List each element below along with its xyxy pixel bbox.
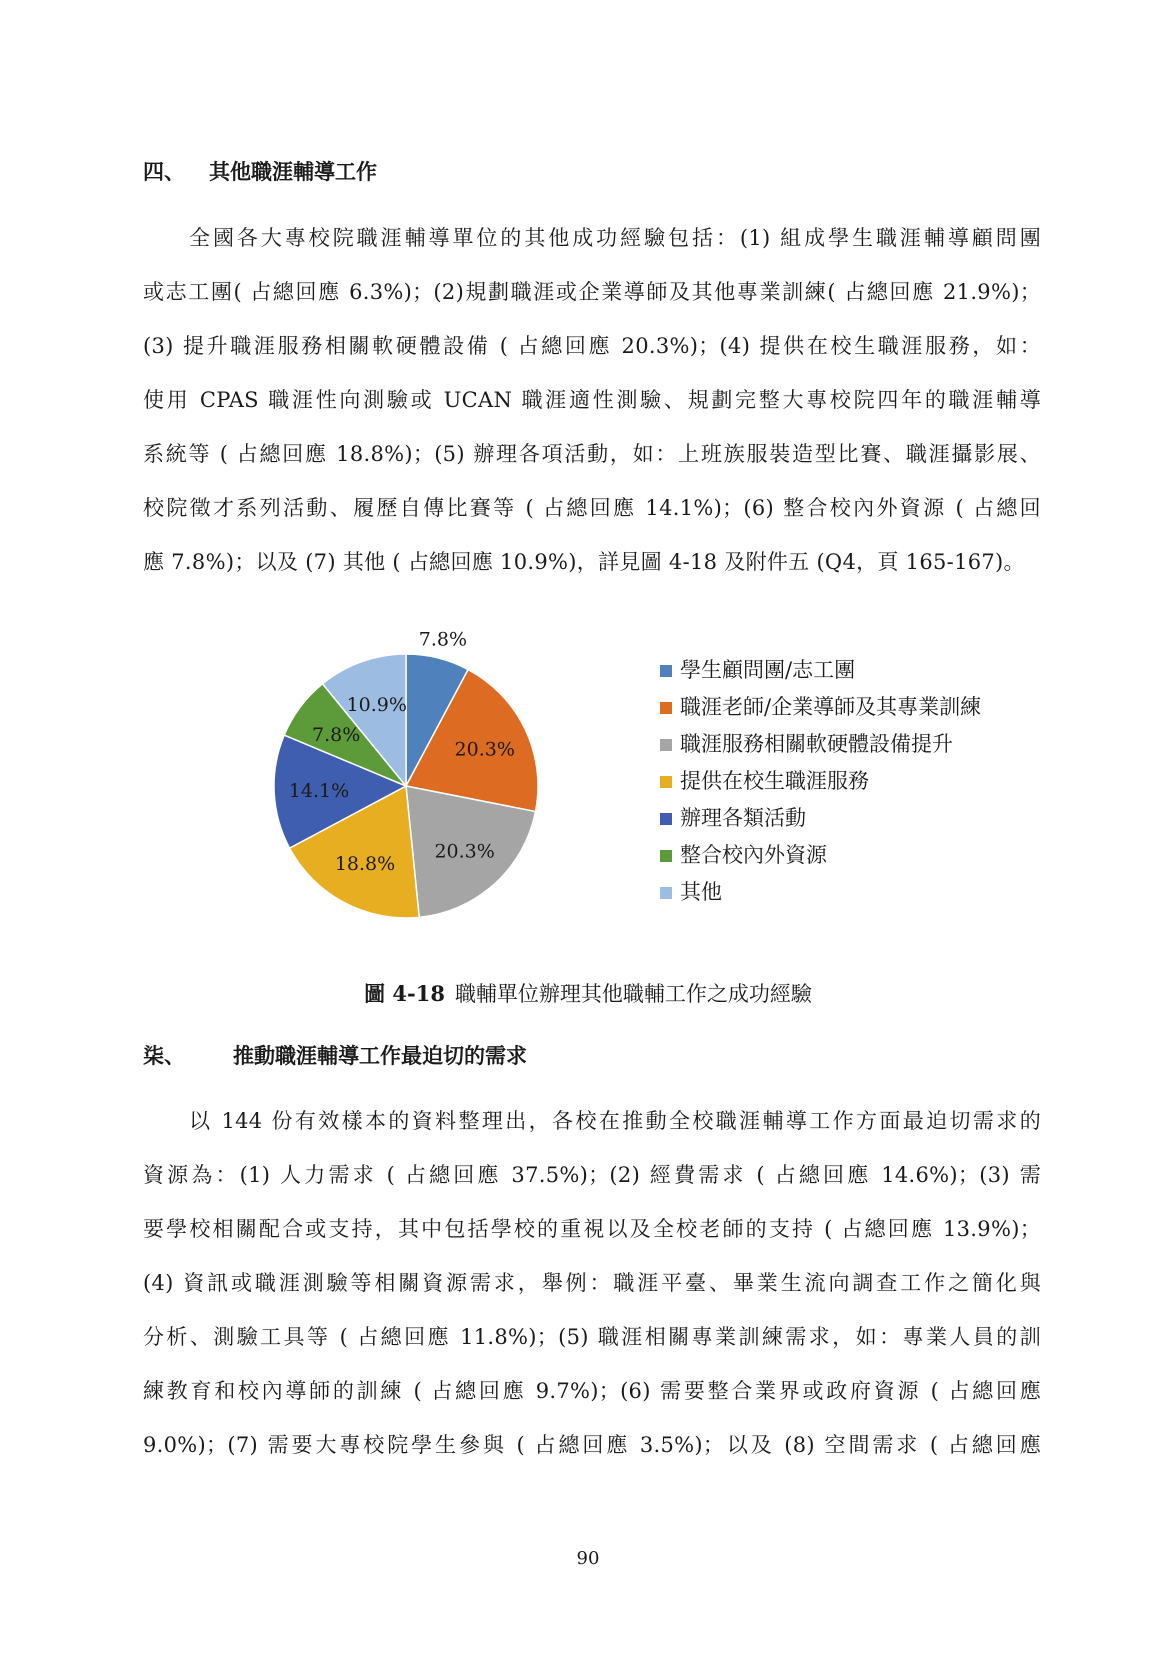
paragraph-line: (4) 資訊或職涯測驗等相關資源需求，舉例：職涯平臺、畢業生流向調查工作之簡化與 <box>143 1271 1041 1295</box>
paragraph-line: (3) 提升職涯服務相關軟硬體設備 ( 占總回應 20.3%)；(4) 提供在校生職涯服務，如： <box>143 334 1041 358</box>
section-heading-7 <box>143 1040 527 1070</box>
paragraph-line: 以 144 份有效樣本的資料整理出，各校在推動全校職涯輔導工作方面最迫切需求的 <box>189 1109 1041 1133</box>
figure-caption <box>0 978 1176 1008</box>
paragraph-line: 練教育和校內導師的訓練 ( 占總回應 9.7%)；(6) 需要整合業界或政府資源 ( 占總回應 <box>143 1379 1041 1403</box>
pie-data-label: 7.8% <box>312 723 361 746</box>
pie-data-label: 20.3% <box>454 738 515 761</box>
paragraph-line: 9.0%)；(7) 需要大專校院學生參與 ( 占總回應 3.5%)；以及 (8) 空間需求 ( 占總回應 <box>143 1433 1041 1457</box>
legend-item <box>660 837 981 874</box>
paragraph-line: 或志工團( 占總回應 6.3%)；(2)規劃職涯或企業導師及其他專業訓練( 占總回應 21.9%)； <box>143 280 1041 304</box>
pie-data-label: 10.9% <box>346 693 407 716</box>
legend-item <box>660 763 981 800</box>
paragraph-other-work <box>143 211 1041 589</box>
legend-item <box>660 800 981 837</box>
legend-item <box>660 652 981 689</box>
legend-label: 整合校內外資源 <box>680 843 827 867</box>
section-number: 柒、 <box>143 1043 185 1068</box>
legend-label: 職涯服務相關軟硬體設備提升 <box>680 732 953 756</box>
legend-item <box>660 726 981 763</box>
figure-number: 圖 4-18 <box>364 981 445 1006</box>
paragraph-line: 要學校相關配合或支持，其中包括學校的重視以及全校老師的支持 ( 占總回應 13.9%)； <box>143 1217 1041 1241</box>
page-number: 90 <box>576 1548 600 1569</box>
legend-swatch <box>660 739 672 751</box>
pie-data-label: 18.8% <box>334 852 396 875</box>
legend-item <box>660 689 981 726</box>
pie-data-label: 20.3% <box>434 840 495 863</box>
legend-label: 辦理各類活動 <box>680 806 806 830</box>
legend-swatch <box>660 850 672 862</box>
paragraph-line: 全國各大專校院職涯輔導單位的其他成功經驗包括：(1) 組成學生職涯輔導顧問團 <box>189 226 1041 250</box>
pie-data-label: 14.1% <box>288 780 350 803</box>
legend-label: 職涯老師/企業導師及其專業訓練 <box>680 695 982 719</box>
section-title: 其他職涯輔導工作 <box>209 159 377 184</box>
paragraph-line: 校院徵才系列活動、履歷自傳比賽等 ( 占總回應 14.1%)；(6) 整合校內外資源 ( 占總回 <box>143 496 1041 520</box>
section-number: 四、 <box>143 159 185 184</box>
legend-label: 提供在校生職涯服務 <box>680 769 869 793</box>
legend-swatch <box>660 702 672 714</box>
chart-legend <box>660 652 981 911</box>
legend-swatch <box>660 813 672 825</box>
section-title: 推動職涯輔導工作最迫切的需求 <box>233 1043 527 1068</box>
paragraph-urgent-needs <box>143 1094 1041 1472</box>
paragraph-line: 使用 CPAS 職涯性向測驗或 UCAN 職涯適性測驗、規劃完整大專校院四年的職涯輔導 <box>143 388 1041 412</box>
legend-swatch <box>660 776 672 788</box>
paragraph-line: 系統等 ( 占總回應 18.8%)；(5) 辦理各項活動，如：上班族服裝造型比賽、職涯攝影展、 <box>143 442 1041 466</box>
paragraph-line: 分析、測驗工具等 ( 占總回應 11.8%)；(5) 職涯相關專業訓練需求，如：專業人員的訓 <box>143 1325 1041 1349</box>
legend-label: 其他 <box>680 880 722 904</box>
legend-swatch <box>660 665 672 677</box>
paragraph-line: 資源為：(1) 人力需求 ( 占總回應 37.5%)；(2) 經費需求 ( 占總回應 14.6%)；(3) 需 <box>143 1163 1041 1187</box>
legend-label: 學生顧問團/志工團 <box>680 658 856 682</box>
pie-data-label: 7.8% <box>418 628 468 651</box>
legend-swatch <box>660 887 672 899</box>
legend-item <box>660 874 981 911</box>
section-heading-4 <box>143 156 377 186</box>
paragraph-line: 應 7.8%)；以及 (7) 其他 ( 占總回應 10.9%)，詳見圖 4-18 及附件五 (Q4，頁 165-167)。 <box>143 550 1025 574</box>
figure-caption-text: 職輔單位辦理其他職輔工作之成功經驗 <box>454 982 812 1006</box>
